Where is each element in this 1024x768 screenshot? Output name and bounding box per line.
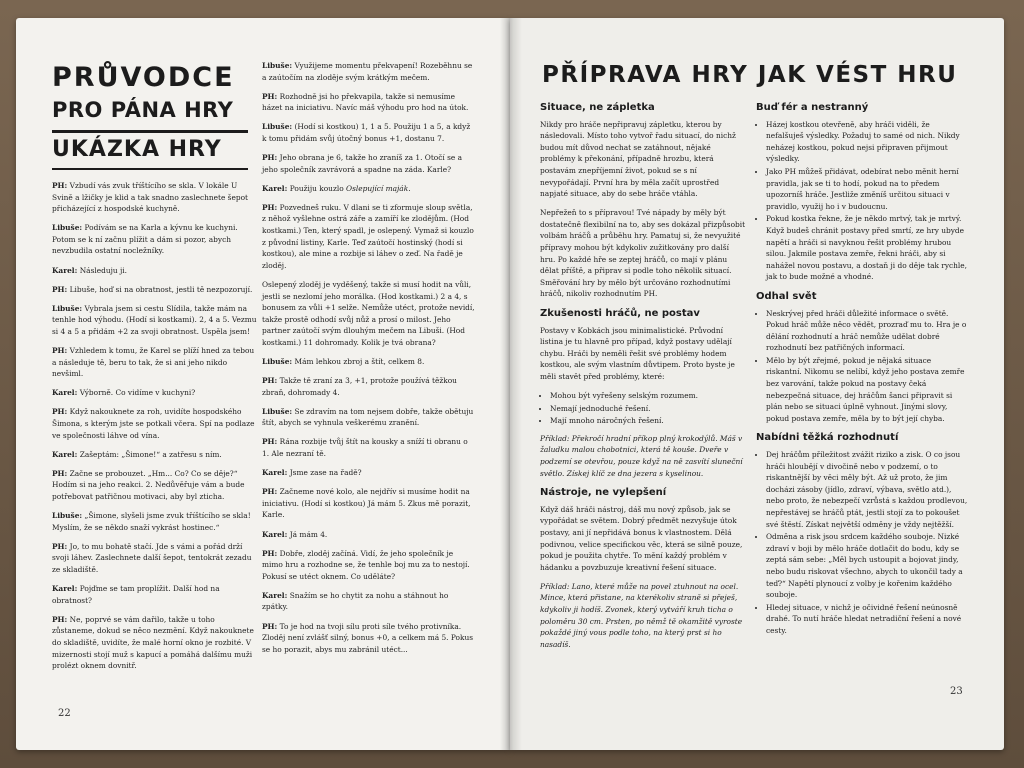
section-title: Buď fér a nestranný [756,102,869,113]
dialogue-paragraph [52,449,258,461]
paragraph: Nikdy pro hráče nepřipravuj zápletku, kterou by následovali. Místo toho vytvoř řadu situací, do nichž budou mít důvod nechat se zatáhnout, nějaké problémy k překonání, případně hrozbu, která postavám znepříjemní život, pokud se s ní nevypořádají. První hra by měla začít uprostřed napjaté situace, aby do sebe hráče vtáhla. [540,119,736,199]
bullet-list [540,390,746,427]
dialogue-paragraph [52,614,258,672]
dialogue-text: Jo, to mu bohatě stačí. Jde s vámi a pořád drží svoji láhev. Zaslechnete další šepot, tentokrát zezadu ze skladiště. [52,541,252,574]
dialogue-text: Já mám 4. [289,529,328,539]
dialogue-text: Použiju kouzlo [289,183,344,193]
dialogue-paragraph [52,265,258,277]
speaker-name: PH: [262,153,278,163]
dialogue-text: Vzhledem k tomu, že Karel se plíží hned za tebou a následuje tě, beru to tak, že si ani jeho nikdo nevšiml. [52,346,255,379]
dialogue-paragraph [262,356,476,368]
speaker-name: PH: [52,284,68,294]
speaker-name: PH: [262,437,278,447]
speaker-name: PH: [262,202,278,212]
title-line-1: PRŮVODCE [52,62,235,93]
title-rule-top [52,130,248,133]
dialogue-paragraph [262,436,476,459]
dialogue-text: Začne se probouzet. „Hm... Co? Co se děje?“ Hodím si na jeho reakci. 2. Nedůvěřuje vám a bude potřebovat patřičnou motivaci, aby byl zticha. [52,468,245,501]
dialogue-text: To je hod na tvoji sílu proti síle tvého protivníka. Zloděj není zvlášť silný, bonus +0, a celkem má 5. Pokus se ho porazit, abys mu zabránil utéct... [262,621,474,654]
dialogue-text: Mám lehkou zbroj a štít, celkem 8. [294,356,425,366]
dialogue-text: Když nakouknete za roh, uvidíte hospodského Šimona, s kterým jste se potkali včera. Spí na podlaze ve společnosti láhve od vína. [52,407,255,440]
dialogue-paragraph [52,387,258,399]
dialogue-paragraph [52,541,258,576]
right-title: PŘÍPRAVA HRY JAK VÉST HRU [542,62,958,88]
dialogue-paragraph [262,152,476,175]
dialogue-paragraph [262,406,476,429]
dialogue-text: Podívám se na Karla a kývnu ke kuchyni. Potom se k ní začnu plížit a dám si pozor, abych nevzbudila ostatní nocležníky. [52,223,238,256]
speaker-name: Libuše: [52,223,83,233]
dialogue-text: Zašeptám: „Šimone!“ a zatřesu s ním. [79,449,222,459]
list-item: • Jako PH můžeš přidávat, odebírat nebo měnit herní pravidla, jak se ti to hodí, pokud na to předem upozorníš hráče. Jestliže změníš určitou situaci v pravidlo, využij ho i v budoucnu. [766,166,968,212]
speaker-name: PH: [52,346,68,356]
paragraph: Postavy v Kobkách jsou minimalistické. Průvodní listina je tu hlavně pro případ, když postavy udělají chybu. Hráči by neměli řešit své problémy hodem kostkou, ale svým vlastním důvtipem. Proto byste je měli stavět před problémy, které: [540,325,735,381]
dialogue-paragraph [262,621,476,656]
dialogue-paragraph [262,590,476,613]
list-item: • Mělo by být zřejmé, pokud je nějaká situace riskantní. Nikomu se nelíbí, když jeho postava zemře bez varování, takže pokud na postavy čeká nebezpečná situace, dej hráčům šanci připravit si plán nebo se situaci úplně vyhnout. Jinými slovy, pokud postava zemře, měla by to být její chyba. [766,355,968,425]
dialogue-paragraph [262,529,476,541]
paragraph: Nepřežeň to s přípravou! Tvé nápady by měly být dostatečně flexibilní na to, aby ses dokázal přizpůsobit volbám hráčů a průběhu hry. Pamatuj si, že nevyužité přípravy mohou být kdykoliv zužitkovány pro další hru. Po každé hře se zeptej hráčů, co mají v plánu dělat příště, a připrav si podle toho několik situací. Směřování hry by mělo být určováno rozhodnutími hráčů, nikoliv rozhodnutím PH. [540,208,746,299]
speaker-name: Karel: [52,449,78,459]
spell-name: Oslepující maják. [346,183,411,193]
speaker-name: PH: [262,376,278,386]
dialogue-text: (Hodí si kostkou) 1, 1 a 5. Použiju 1 a 5, a když k tomu přidám svůj útočný bonus +1, dostanu 7. [262,122,471,143]
list-item: • Nemají jednoduché řešení. [550,403,746,415]
example-text: Příklad: Lano, které může na povel ztuhnout na ocel. Mince, která přistane, na kterékoliv straně si přeješ, kdykoliv ji hodíš. Zvonek, který vytváří kruh ticha o poloměru 30 cm. Prsten, po němž tě okamžitě vyroste pokaždé jiný vous podle toho, na který prst si ho nasadíš. [540,581,743,649]
dialogue-paragraph [52,180,258,215]
title-line-2: PRO PÁNA HRY [52,98,234,122]
page-number-right: 23 [950,686,963,697]
dialogue-text: Se zdravím na tom nejsem dobře, takže obětuju štít, abych se vyhnula veškerému zranění. [262,406,474,428]
speaker-name: Libuše: [52,511,83,521]
dialogue-text: Rána rozbije tvůj štít na kousky a sníží ti obranu o 1. Ale nezraní tě. [262,437,468,459]
speaker-name: Libuše: [262,356,293,366]
section-title: Odhal svět [756,290,817,302]
dialogue-paragraph [262,279,476,349]
bullet-list [756,449,968,637]
speaker-name: Karel: [52,265,78,275]
speaker-name: PH: [52,181,68,190]
right-column-1 [540,94,746,658]
dialogue-paragraph [52,406,258,441]
dialogue-text: Oslepený zloděj je vyděšený, takže si musí hodit na vůli, jestli se nezlomí jeho morálka. (Hod kostkami.) 2 a 4, s bonusem za vůli +1 selže. Nemůže utéct, protože nevidí, takže prostě odhodí svůj nůž a prosí o milost. Jeho partner zaútočí svým dlouhým mečem na Libuši. (Hod kostkami.) 11 dohromady. Kolik je tvá obrana? [262,279,475,347]
list-item: • Mají mnoho náročných řešení. [550,415,746,427]
dialogue-text: Výborně. Co vidíme v kuchyni? [79,388,196,398]
example-text: Příklad: Překročí hradní příkop plný krokodýlů. Máš v žaludku malou chobotnici, která tě kouše. Dveře v podzemí se otevřou, pouze když na ně zasvítí sluneční světlo. Získej klíč ze dna jezera s kyselinou. [540,433,743,478]
dialogue-paragraph [262,375,476,398]
speaker-name: PH: [52,407,68,417]
dialogue-paragraph [262,548,476,583]
dialogue-text: Snažím se ho chytit za nohu a stáhnout ho zpátky. [262,590,449,612]
speaker-name: PH: [52,468,68,478]
dialogue-paragraph [262,486,476,521]
title-rule-bottom [52,168,248,170]
speaker-name: Libuše: [52,303,83,313]
list-item: • Dej hráčům příležitost zvážit riziko a zisk. O co jsou hráči hloubějí v divočině nebo v podzemí, o to riskantnější by věci měly být. Až už proto, že jim docházi zásoby (jídlo, zdraví, výbava, světlo atd.), nebo proto, že nebezpečí vzrůstá s každou prodlevou, nepřestávej se hráčů ptát, jestli stojí za to pokoušet své štěstí. Získat největší odměny je vždy nejtěžší. [766,449,968,530]
section-title: Situace, ne zápletka [540,102,655,113]
dialogue-paragraph [52,303,258,338]
speaker-name: Libuše: [262,406,293,416]
list-item: • Hledej situace, v nichž je očividné řešení neúnosně drahé. To nutí hráče hledat netradiční řešení a nové cesty. [766,602,968,637]
dialogue-paragraph [52,345,258,380]
dialogue-paragraph [52,284,258,296]
dialogue-text: Vybrala jsem si cestu Slídila, takže mám na tenhle hod výhodu. (Hodí si kostkami). 2, 4 a 5. Vezmu si 4 a 5 a přidám +2 za svoji obratnost. Uspěla jsem! [52,303,257,336]
speaker-name: Karel: [262,590,288,600]
section-title: Zkušenosti hráčů, ne postav [540,308,700,319]
speaker-name: PH: [262,548,278,558]
dialogue-paragraph [262,202,476,272]
paragraph: Když dáš hráči nástroj, dáš mu nový způsob, jak se vypořádat se světem. Dobrý předmět nezvyšuje útok postavy, ani jí nepřidává bonus k vlastnostem. Dělá podivnou, velice specifickou věc, která se silně pouze, pokud je použita chytře. To mění každý problém v hádanku a povzbuzuje kreativní řešení situace. [540,504,743,572]
dialogue-paragraph [52,468,258,503]
dialogue-column-1 [52,180,258,679]
page-number-left: 22 [58,708,71,719]
speaker-name: Karel: [52,388,78,398]
section-title: Nástroje, ne vylepšení [540,487,667,499]
bullet-list [756,119,968,283]
bullet-list [756,308,968,425]
speaker-name: Libuše: [262,61,293,70]
list-item: • Mohou být vyřešeny selským rozumem. [550,390,746,402]
speaker-name: Karel: [52,584,78,594]
dialogue-text: Vzbudí vás zvuk tříštícího se skla. V lokále U Svině a lžičky je klid a tak snadno zaslechnete šepot přicházející z hospodské kuchyně. [52,181,248,214]
speaker-name: PH: [262,621,278,631]
dialogue-paragraph [262,183,476,195]
dialogue-paragraph [262,467,476,479]
dialogue-text: Rozhodně jsi ho překvapila, takže si nemusíme házet na iniciativu. Navíc máš výhodu pro hod na útok. [262,91,469,113]
dialogue-column-2 [262,60,476,663]
dialogue-paragraph [262,91,476,114]
title-line-3: UKÁZKA HRY [52,137,222,162]
dialogue-paragraph [262,121,476,144]
speaker-name: PH: [262,91,278,101]
dialogue-text: „Šimone, slyšeli jsme zvuk tříštícího se skla! Myslím, že se někdo snaží vykrást hostinec.“ [52,511,251,532]
speaker-name: Karel: [262,468,288,478]
speaker-name: Libuše: [262,122,293,132]
speaker-name: PH: [52,614,68,624]
speaker-name: PH: [52,541,68,551]
dialogue-text: Takže tě zraní za 3, +1, protože používá těžkou zbraň, dohromady 4. [262,376,457,397]
dialogue-text: Ne, poprvé se vám dařilo, takže u toho zůstaneme, dokud se něco nezmění. Když nakouknete do skladiště, uvidíte, že malé horní okno je rozbité. V mizernosti stojí muž s kapucí a pomáhá dalšímu muži prolézt oknem dovnitř. [52,614,254,671]
dialogue-text: Pozvedneš ruku. V dlani se ti zformuje sloup světla, z něhož vyšlehne ostrá záře a zamíří ke zlodějům. (Hod kostkami.) Ten, který spadl, je oslepený. Vymaž si kouzlo z původní listiny, Karle. Teď zaútočí hostinský (hodí si kostkou), ale mine a rozbije si láhev o zeď. Na řadě je zloděj. [262,202,474,270]
dialogue-text: Jsme zase na řadě? [289,468,362,478]
dialogue-text: Začneme nové kolo, ale nejdřív si musíme hodit na iniciativu. (Hodí si kostkou) Já mám 5. Zkus mě porazit, Karle. [262,487,471,520]
dialogue-text: Dobře, zloděj začíná. Vidí, že jeho společník je mimo hru a rozhodne se, že tenhle boj mu za to nestojí. Pokusí se utéct oknem. Co uděláte? [262,548,470,581]
dialogue-paragraph [52,510,258,533]
speaker-name: Karel: [262,529,288,539]
dialogue-text: Jeho obrana je 6, takže ho zraníš za 1. Otočí se a jeho společník zavrávorá a spadne na záda. Karle? [262,153,463,174]
dialogue-paragraph [52,583,258,606]
dialogue-text: Využijeme momentu překvapení! Rozeběhnu se a zaútočím na zloděje svým krátkým mečem. [262,61,473,82]
right-column-2 [756,94,968,643]
speaker-name: PH: [262,487,278,497]
speaker-name: Karel: [262,183,288,193]
left-page [16,18,510,750]
dialogue-paragraph [52,222,258,257]
right-page [510,18,1004,750]
list-item: • Házej kostkou otevřeně, aby hráči viděli, že nefalšuješ výsledky. Požaduj to samé od nich. Nikdy neházej kostkou, pokud nejsi připraven přijmout výsledky. [766,119,968,165]
dialogue-paragraph [262,60,476,83]
list-item: • Neskrývej před hráči důležité informace o světě. Pokud hráč může něco vědět, prozraď mu to. Hra je o dělání rozhodnutí a hráč nemůže udělat dobré rozhodnutí bez patřičných informací. [766,308,968,354]
dialogue-text: Pojďme se tam proplížit. Další hod na obratnost? [52,584,220,605]
dialogue-text: Libuše, hoď si na obratnost, jestli tě nezpozorují. [69,284,253,294]
dialogue-text: Následuju ji. [79,265,128,275]
list-item: • Pokud kostka řekne, že je někdo mrtvý, tak je mrtvý. Když budeš chránit postavy před smrtí, ze hry ubyde napětí a hráči si navyknou řešit problémy hrubou silou. Jakmile postava zemře, řekni hráči, aby si nahážel novou postavu, a dostaň ji do děje tak rychle, jak to bude možné a vhodné. [766,213,968,283]
list-item: • Odměna a risk jsou srdcem každého souboje. Nizké zdraví v boji by mělo hráče dotlačit do bodu, kdy se zeptá sám sebe: „Měl bych ustoupit a bojovat jindy, nebo budu riskovat všechno, abych to ukončil tady a teď?“ Napětí plynoucí z volby je kořenim každého souboje. [766,531,968,601]
section-title: Nabídni těžká rozhodnutí [756,432,899,444]
